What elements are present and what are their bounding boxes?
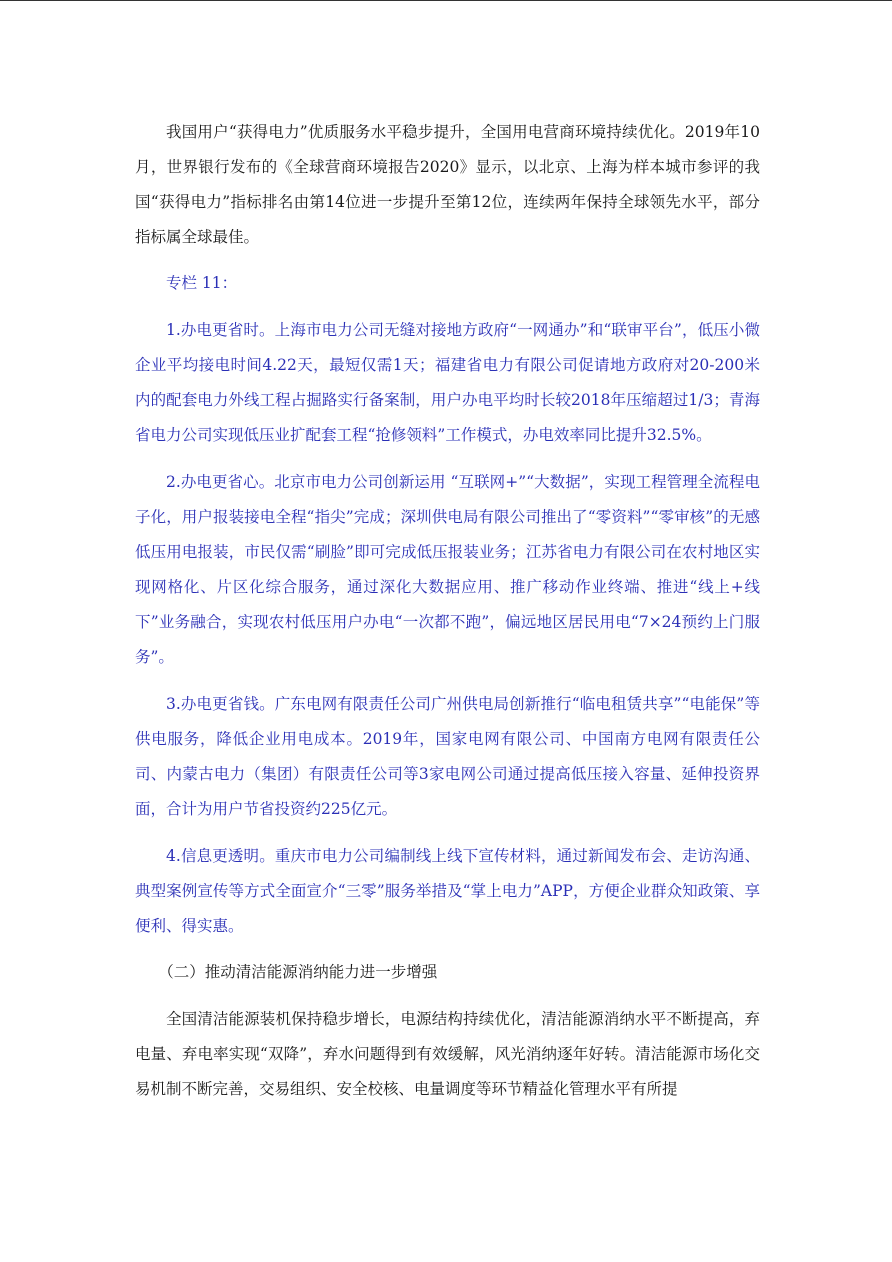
box-item-1: 1.办电更省时。上海市电力公司无缝对接地方政府“一网通办”和“联审平台”，低压小微企业平均接电时间4.22天，最短仅需1天；福建省电力有限公司促请地方政府对20-200米内的配套电力外线工程占掘路实行备案制，用户办电平均时长较2018年压缩超过1/3；青海省电力公司实现低压业扩配套工程“抢修领料”工作模式，办电效率同比提升32.5%。 [135, 321, 760, 444]
section-heading: （二）推动清洁能源消纳能力进一步增强 [158, 963, 438, 981]
box-title: 专栏 11： [166, 274, 238, 292]
intro-paragraph: 我国用户“获得电力”优质服务水平稳步提升，全国用电营商环境持续优化。2019年10月，世界银行发布的《全球营商环境报告2020》显示，以北京、上海为样本城市参评的我国“获得电力”指标排名由第14位进一步提升至第12位，连续两年保持全球领先水平，部分指标属全球最佳。 [135, 123, 760, 246]
document-page [135, 115, 760, 1107]
box-item-3: 3.办电更省钱。广东电网有限责任公司广州供电局创新推行“临电租赁共享”“电能保”等供电服务，降低企业用电成本。2019年，国家电网有限公司、中国南方电网有限责任公司、内蒙古电力（集团）有限责任公司等3家电网公司通过提高低压接入容量、延伸投资界面，合计为用户节省投资约225亿元。 [135, 695, 760, 818]
top-border-line [0, 0, 892, 1]
closing-paragraph: 全国清洁能源装机保持稳步增长，电源结构持续优化，清洁能源消纳水平不断提高，弃电量、弃电率实现“双降”，弃水问题得到有效缓解，风光消纳逐年好转。清洁能源市场化交易机制不断完善，交易组织、安全校核、电量调度等环节精益化管理水平有所提 [135, 1010, 760, 1098]
box-item-4: 4.信息更透明。重庆市电力公司编制线上线下宣传材料，通过新闻发布会、走访沟通、典型案例宣传等方式全面宣介“三零”服务举措及“掌上电力”APP，方便企业群众知政策、享便利、得实惠。 [135, 847, 760, 935]
box-item-2: 2.办电更省心。北京市电力公司创新运用 “互联网+”“大数据”，实现工程管理全流程电子化，用户报装接电全程“指尖”完成；深圳供电局有限公司推出了“零资料”“零审核”的无感低压用电报装，市民仅需“刷脸”即可完成低压报装业务；江苏省电力有限公司在农村地区实现网格化、片区化综合服务，通过深化大数据应用、推广移动作业终端、推进“线上+线下”业务融合，实现农村低压用户办电“一次都不跑”，偏远地区居民用电“7×24预约上门服务”。 [135, 473, 760, 666]
